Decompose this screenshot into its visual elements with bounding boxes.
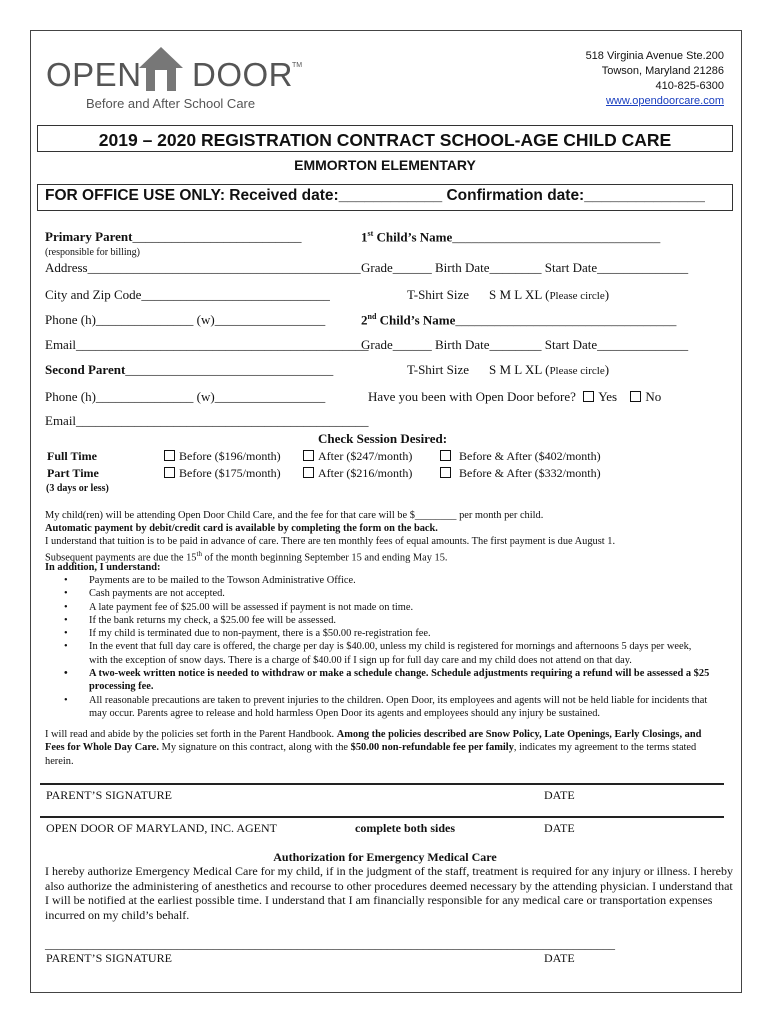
child2-tshirt-size[interactable]: T-Shirt Size S M L XL (Please circle) (407, 362, 610, 377)
policies-paragraph: I will read and abide by the policies set forth in the Parent Handbook. Among the policies described are Snow Policy, Late Openings, Early Closings, and Fees for Whole Day Care. My signature on this contract, along with the $50.00 non-refundable fee per family, indicates my agreement to the terms stated herein. (45, 729, 702, 767)
school-name: EMMORTON ELEMENTARY (294, 157, 476, 173)
page-title: 2019 – 2020 REGISTRATION CONTRACT SCHOOL-AGE CHILD CARE (98, 130, 672, 150)
terms-list (72, 574, 712, 720)
medical-heading: Authorization for Emergency Medical Care (273, 850, 497, 864)
house-door-icon (136, 44, 186, 94)
ft-before-checkbox[interactable] (164, 450, 175, 461)
part-time-label: Part Time (47, 466, 99, 480)
session-heading: Check Session Desired: (318, 431, 448, 446)
child2-grade-row[interactable]: Grade______ Birth Date________ Start Date______________ (361, 337, 689, 352)
medical-signature-line[interactable]: _______________________________________________________________________________________________ (45, 937, 615, 951)
no-label: No (645, 389, 662, 404)
pt-before-checkbox[interactable] (164, 467, 175, 478)
child1-name-field[interactable]: 1st Child’s Name________________________________ (361, 229, 661, 245)
signature-line[interactable] (40, 783, 724, 785)
pt-after-checkbox[interactable] (303, 467, 314, 478)
medical-date-label: DATE (544, 951, 575, 965)
phone-field-2[interactable]: Phone (h)_______________ (w)_________________ (45, 389, 326, 404)
part-time-note: (3 days or less) (46, 483, 109, 494)
office-use-line: FOR OFFICE USE ONLY: Received date:____________ Confirmation date:______________ (45, 187, 705, 204)
pt-both-option[interactable]: Before & After ($332/month) (440, 466, 601, 481)
city-zip-field[interactable]: City and Zip Code_____________________________ (45, 287, 330, 302)
trademark-mark: TM (292, 62, 303, 69)
date-label: DATE (544, 788, 575, 802)
list-item: • A two-week written notice is needed to withdraw or make a schedule change. Schedule adjustments requiring a refund will be assessed a $25 processing fee. (72, 667, 712, 694)
medical-parent-signature-label: PARENT’S SIGNATURE (46, 951, 172, 965)
full-time-label: Full Time (47, 449, 97, 463)
primary-parent-field[interactable]: Primary Parent__________________________ (45, 229, 302, 244)
address-street: 518 Virginia Avenue Ste.200 (585, 50, 724, 62)
tuition-line-1: I understand that tuition is to be paid in advance of care. There are ten monthly fees of equal amounts. The first payment is due August 1. (45, 536, 616, 547)
pt-before-option[interactable]: Before ($175/month) (164, 466, 281, 481)
tuition-line-2: Subsequent payments are due the 15th of the month beginning September 15 and ending May 15. (45, 550, 448, 564)
second-parent-field[interactable]: Second Parent________________________________ (45, 362, 334, 377)
yes-label: Yes (598, 389, 618, 404)
ft-after-checkbox[interactable] (303, 450, 314, 461)
address-block (586, 49, 724, 109)
responsible-note: (responsible for billing) (45, 247, 140, 258)
pt-after-option[interactable]: After ($216/month) (303, 466, 412, 481)
child1-grade-row[interactable]: Grade______ Birth Date________ Start Date______________ (361, 260, 689, 275)
pt-both-checkbox[interactable] (440, 467, 451, 478)
list-item: • A late payment fee of $25.00 will be assessed if payment is not made on time. (72, 601, 712, 614)
logo-word-door: DOOR (192, 56, 293, 93)
list-item: • All reasonable precautions are taken to prevent injuries to the children. Open Door, its employees and agents will not be held liable for incidents that may occur. Parents agree to release and hold harmless Open Door its agents and employees should any injury be sustained. (72, 694, 712, 721)
auto-payment-note: Automatic payment by debit/credit card is available by completing the form on the back. (45, 523, 438, 534)
ft-both-checkbox[interactable] (440, 450, 451, 461)
list-item: • If the bank returns my check, a $25.00 fee will be assessed. (72, 614, 712, 627)
been-before-question: Have you been with Open Door before? Yes No (368, 389, 662, 404)
address-phone: 410-825-6300 (655, 80, 724, 92)
logo-word-open: OPEN (46, 56, 142, 93)
list-item: • In the event that full day care is offered, the charge per day is $40.00, unless my child is registered for mornings and afternoons 5 days per week, with the exception of snow days. There is a charge of $40.00 if I sign up for full day care and my child does not attend on that day. (72, 640, 712, 667)
ft-before-option[interactable]: Before ($196/month) (164, 449, 281, 464)
ft-after-option[interactable]: After ($247/month) (303, 449, 412, 464)
agent-label: OPEN DOOR OF MARYLAND, INC. AGENT (46, 821, 278, 835)
phone-field[interactable]: Phone (h)_______________ (w)_________________ (45, 312, 326, 327)
child1-tshirt-size[interactable]: T-Shirt Size S M L XL (Please circle) (407, 287, 610, 302)
address-field[interactable]: Address__________________________________________ (45, 260, 361, 275)
email-field-2[interactable]: Email_____________________________________________ (45, 413, 369, 428)
complete-both-sides-note: complete both sides (355, 821, 455, 835)
logo-tagline: Before and After School Care (86, 96, 256, 111)
yes-checkbox[interactable] (583, 391, 594, 402)
list-item: • If my child is terminated due to non-payment, there is a $50.00 re-registration fee. (72, 627, 712, 640)
website-link[interactable]: www.opendoorcare.com (605, 95, 724, 107)
child2-name-field[interactable]: 2nd Child’s Name__________________________________ (361, 312, 677, 328)
fee-line: My child(ren) will be attending Open Door Child Care, and the fee for that care will be $________ per month per child. (45, 510, 544, 521)
list-item: • Cash payments are not accepted. (72, 587, 712, 600)
in-addition-heading: In addition, I understand: (45, 562, 161, 573)
date-label-2: DATE (544, 821, 575, 835)
parent-signature-label: PARENT’S SIGNATURE (46, 788, 172, 802)
list-item: • Payments are to be mailed to the Towson Administrative Office. (72, 574, 712, 587)
email-field[interactable]: Email_____________________________________________ (45, 337, 369, 352)
agent-signature-line[interactable] (40, 816, 724, 818)
no-checkbox[interactable] (630, 391, 641, 402)
ft-both-option[interactable]: Before & After ($402/month) (440, 449, 601, 464)
address-city: Towson, Maryland 21286 (601, 65, 724, 77)
medical-authorization-text: I hereby authorize Emergency Medical Care for my child, if in the judgment of the staff, treatment is required for any injury or illness. I hereby also authorize the administering of anesthetics and recourse to other procedures deemed necessary by the attending physician. I understand that I will be notified at the earliest possible time. I understand that I am financially responsible for any medical care or transportation expenses incurred on my child’s behalf. (45, 864, 733, 922)
